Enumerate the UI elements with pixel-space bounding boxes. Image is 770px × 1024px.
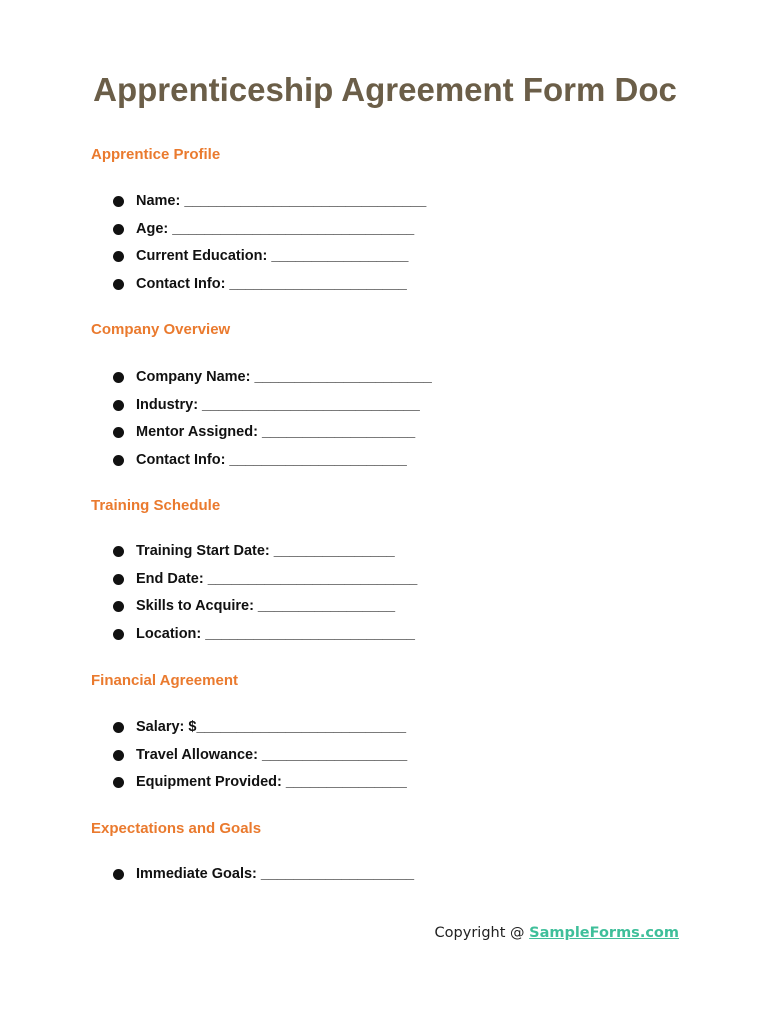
list-item: [113, 717, 407, 745]
bullet-icon: [113, 251, 124, 262]
field-label: Industry: ___________________________: [136, 396, 420, 413]
bullet-icon: [113, 427, 124, 438]
section-expectations-goals: [91, 819, 691, 882]
list-item: [113, 745, 407, 773]
list-item: [113, 422, 432, 450]
bullet-icon: [113, 546, 124, 557]
list-item: [113, 624, 417, 652]
list-item: [113, 219, 426, 247]
section-heading: Financial Agreement: [91, 672, 238, 689]
field-label: Skills to Acquire: _________________: [136, 598, 396, 614]
field-label: Equipment Provided: _______________: [136, 774, 407, 790]
field-label: Training Start Date: _______________: [136, 543, 395, 559]
list-item: [113, 274, 426, 302]
list-item: [113, 596, 417, 624]
field-label: Company Name: ______________________: [136, 369, 432, 385]
bullet-icon: [113, 196, 124, 207]
field-list: [113, 864, 414, 892]
field-label: Salary: $__________________________: [136, 719, 407, 735]
field-label: Contact Info: ______________________: [136, 451, 407, 468]
section-financial-agreement: [91, 671, 691, 790]
section-company-overview: [91, 320, 691, 468]
section-apprentice-profile: [91, 145, 691, 292]
field-list: [113, 367, 432, 477]
list-item: [113, 367, 432, 395]
list-item: [113, 246, 426, 274]
list-item: [113, 541, 417, 569]
section-training-schedule: [91, 496, 691, 642]
field-label: Contact Info: ______________________: [136, 275, 407, 292]
section-heading: Company Overview: [91, 321, 231, 338]
field-label: Name: ______________________________: [136, 193, 427, 209]
field-label: Immediate Goals: ___________________: [136, 866, 415, 882]
bullet-icon: [113, 629, 124, 640]
list-item: [113, 569, 417, 597]
bullet-icon: [113, 372, 124, 383]
bullet-icon: [113, 869, 124, 880]
field-label: Mentor Assigned: ___________________: [136, 424, 416, 440]
field-list: [113, 191, 426, 301]
list-item: [113, 864, 414, 892]
field-label: Current Education: _________________: [136, 248, 409, 264]
bullet-icon: [113, 750, 124, 761]
section-heading: Training Schedule: [91, 497, 221, 514]
section-heading: Expectations and Goals: [91, 820, 262, 837]
list-item: [113, 450, 432, 478]
list-item: [113, 191, 426, 219]
field-label: End Date: __________________________: [136, 570, 418, 587]
field-list: [113, 717, 407, 800]
bullet-icon: [113, 722, 124, 733]
field-label: Location: __________________________: [136, 625, 415, 642]
bullet-icon: [113, 400, 124, 411]
list-item: [113, 395, 432, 423]
list-item: [113, 772, 407, 800]
section-heading: Apprentice Profile: [91, 146, 221, 163]
bullet-icon: [113, 224, 124, 235]
page-title: Apprenticeship Agreement Form Doc: [93, 71, 677, 108]
footer-copyright: [435, 923, 679, 943]
field-label: Age: ______________________________: [136, 220, 415, 237]
bullet-icon: [113, 455, 124, 466]
bullet-icon: [113, 279, 124, 290]
copyright-text: Copyright @: [434, 925, 530, 941]
bullet-icon: [113, 574, 124, 585]
bullet-icon: [113, 601, 124, 612]
field-label: Travel Allowance: __________________: [136, 746, 408, 763]
bullet-icon: [113, 777, 124, 788]
field-list: [113, 541, 417, 651]
brand-link[interactable]: SampleForms.com: [529, 925, 679, 941]
